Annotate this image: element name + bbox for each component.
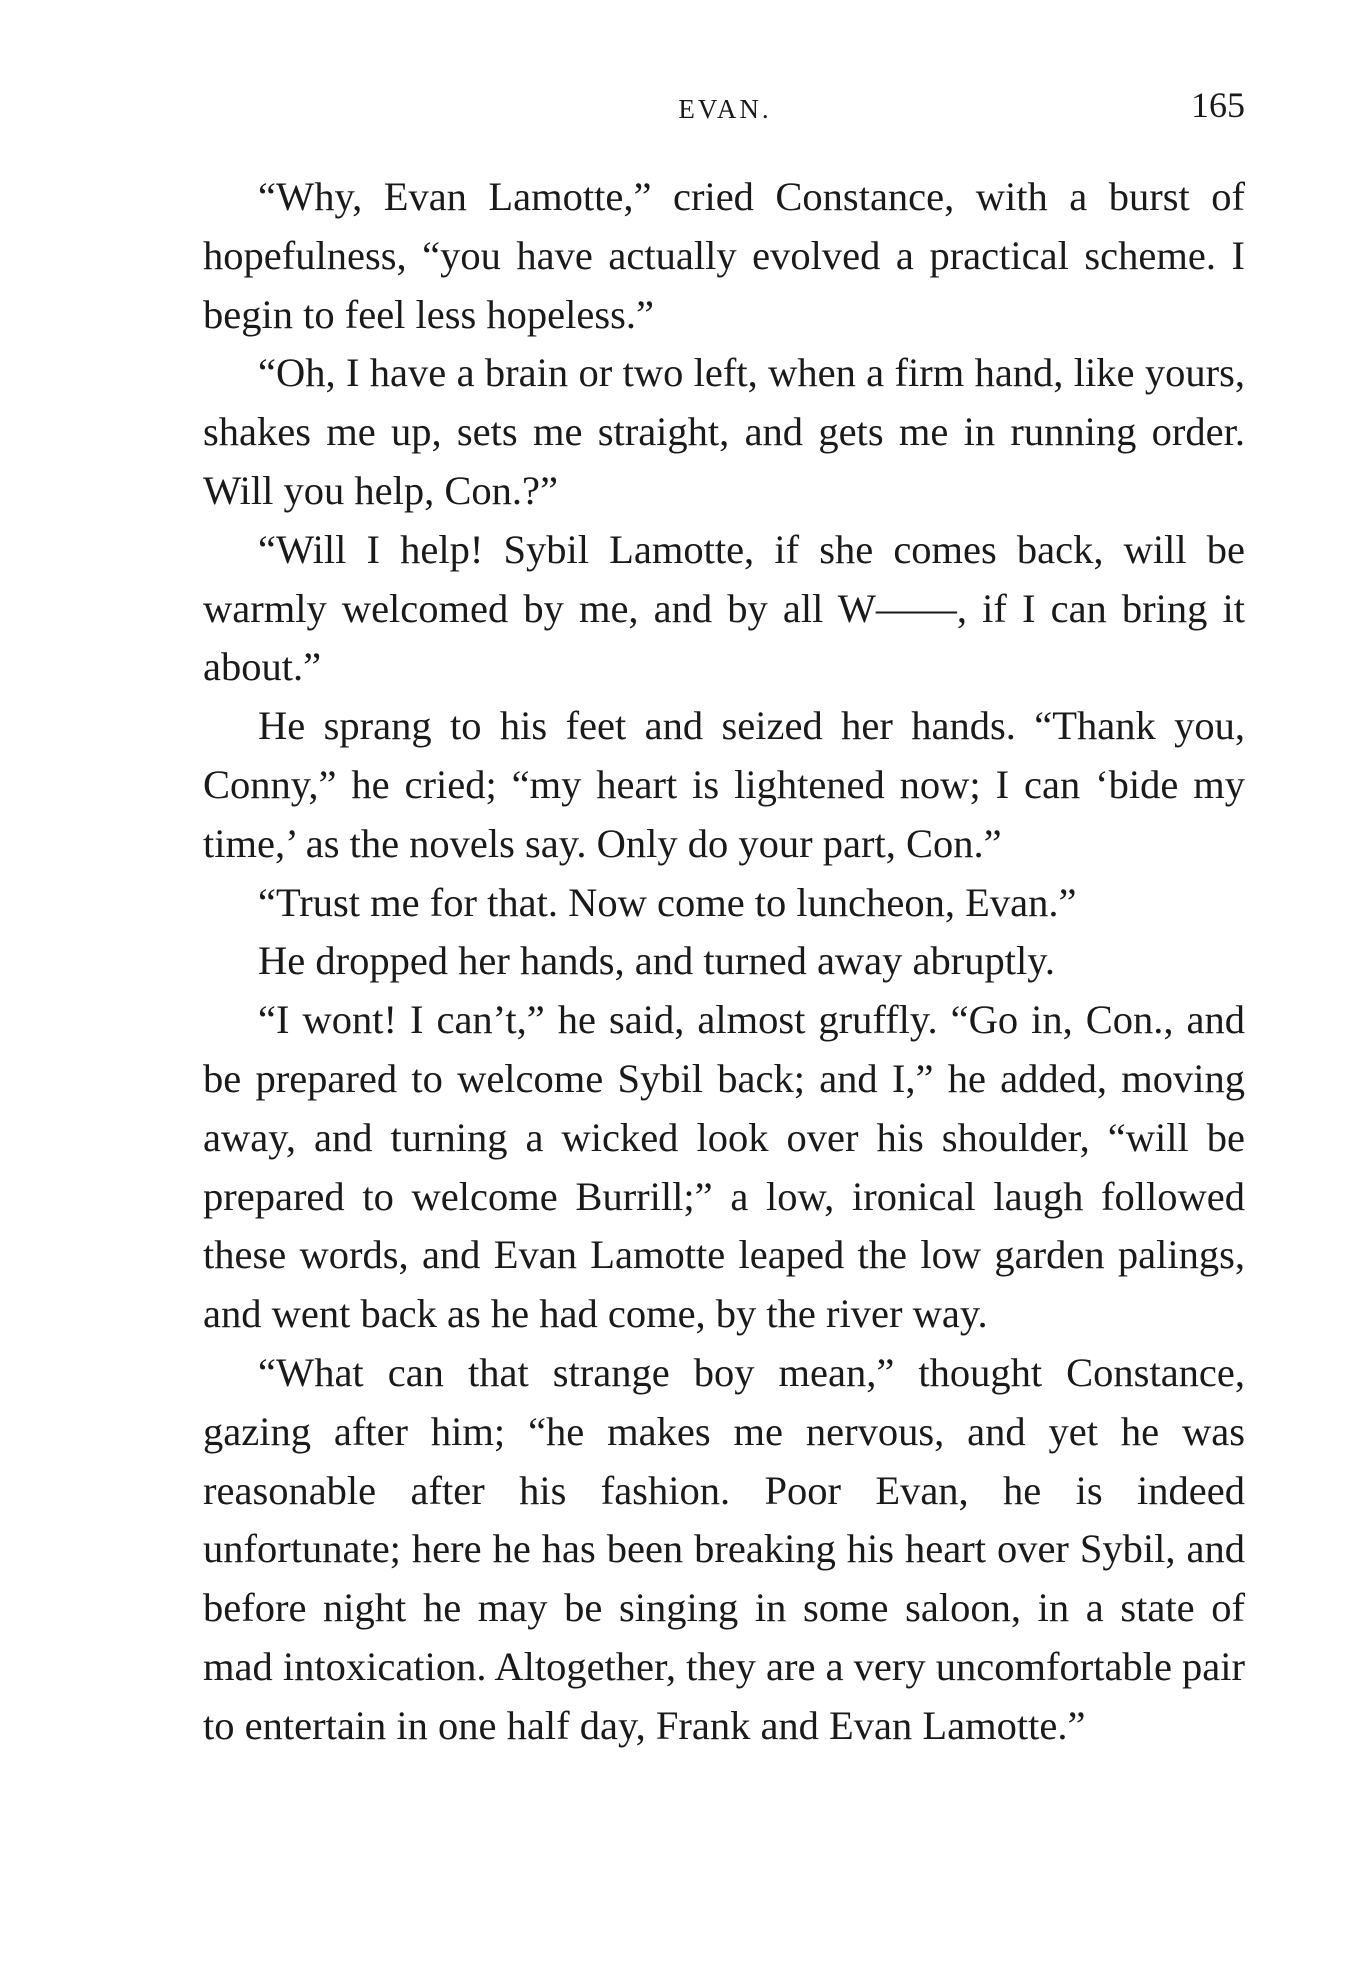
paragraph: “Why, Evan Lamotte,” cried Constance, with a burst of hopefulness, “you have actually evolved a practical scheme. I begin to feel less hopeless.” [203,174,1245,337]
paragraph: “Will I help! Sybil Lamotte, if she comes back, will be warmly welcomed by me, and by all W——, if I can bring it about.” [203,526,1245,690]
paragraph: “I wont! I can’t,” he said, almost gruffly. “Go in, Con., and be prepared to welcome Sybil back; and I,” he added, moving away, and turning a wicked look over his shoulder, “will be prepared to welcome Burrill;” a low, ironical laugh followed these words, and Evan Lamotte leaped the low garden palings, and went back as he had come, by the river way. [203,997,1245,1337]
paragraph: “Trust me for that. Now come to luncheon, Evan.” [258,879,1077,925]
paragraph: “Oh, I have a brain or two left, when a firm hand, like yours, shakes me up, sets me straight, and gets me in running order. Will you help, Con.?” [203,350,1245,513]
running-title: EVAN. [678,94,772,124]
paragraph: “What can that strange boy mean,” thought Constance, gazing after him; “he makes me nervous, and yet he was reasonable after his fashion. Poor Evan, he is indeed unfortunate; here he has been breaking his heart over Sybil, and before night he may be singing in some saloon, in a state of mad intoxication. Altogether, they are a very uncomfortable pair to entertain in one half day, Frank and Evan Lamotte.” [203,1349,1245,1748]
page-number: 165 [1191,85,1245,125]
paragraph: He dropped her hands, and turned away abruptly. [258,938,1055,984]
running-head [205,84,1245,134]
body-text [203,168,1245,1948]
paragraph: He sprang to his feet and seized her hands. “Thank you, Conny,” he cried; “my heart is lightened now; I can ‘bide my time,’ as the novels say. Only do your part, Con.” [203,703,1245,866]
